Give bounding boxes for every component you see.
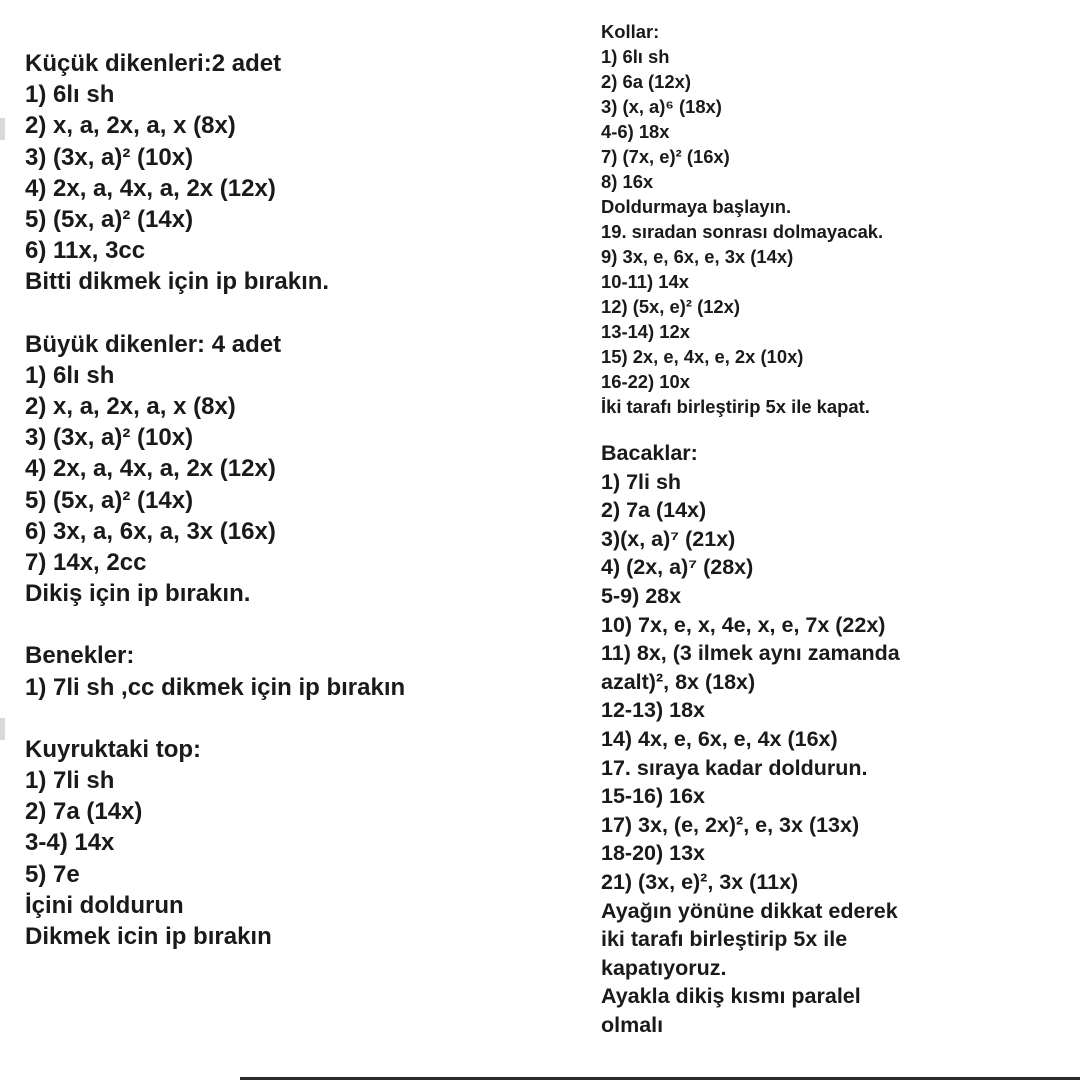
pattern-note: Bitti dikmek için ip bırakın.: [25, 268, 330, 296]
pattern-line: 1) 6lı sh: [25, 361, 115, 389]
pattern-line: 1) 7li sh: [601, 469, 682, 494]
pattern-line: 6) 3x, a, 6x, a, 3x (16x): [25, 517, 276, 545]
edge-marker: [0, 118, 5, 140]
pattern-line: 9) 3x, e, 6x, e, 3x (14x): [601, 246, 794, 267]
section-title: Benekler:: [25, 642, 135, 670]
pattern-line: 5) 7e: [25, 860, 80, 888]
section-title: Büyük dikenler: 4 adet: [25, 330, 282, 358]
section-title: Bacaklar:: [601, 441, 698, 465]
pattern-line: 3-4) 14x: [25, 829, 115, 857]
pattern-note: Dikmek icin ip bırakın: [25, 923, 272, 951]
pattern-note: 19. sıradan sonrası dolmayacak.: [601, 221, 884, 242]
pattern-line: 18-20) 13x: [601, 841, 705, 866]
pattern-line: 10-11) 14x: [601, 271, 689, 292]
pattern-note: kapatıyoruz.: [601, 955, 727, 980]
section-buyuk-dikenler: [25, 329, 565, 610]
pattern-line: azalt)², 8x (18x): [601, 669, 756, 694]
pattern-line: 7) (7x, e)² (16x): [601, 146, 730, 167]
left-column: [25, 48, 565, 952]
pattern-line: 15) 2x, e, 4x, e, 2x (10x): [601, 346, 804, 367]
section-kollar: [601, 19, 1071, 419]
section-bacaklar: [601, 439, 1071, 1039]
pattern-note: İçini doldurun: [25, 891, 184, 919]
pattern-line: 15-16) 16x: [601, 784, 705, 809]
pattern-line: 2) x, a, 2x, a, x (8x): [25, 393, 236, 421]
pattern-line: 2) 7a (14x): [601, 498, 707, 523]
section-benekler: [25, 640, 565, 702]
pattern-line: 2) 6a (12x): [601, 71, 691, 92]
pattern-note: Ayağın yönüne dikkat ederek: [601, 898, 898, 923]
pattern-line: 3) (x, a)⁶ (18x): [601, 96, 722, 117]
section-title: Kollar:: [601, 21, 660, 42]
pattern-note: Dikiş için ip bırakın.: [25, 580, 251, 608]
pattern-line: 6) 11x, 3cc: [25, 237, 146, 265]
pattern-note: olmalı: [601, 1012, 664, 1037]
pattern-note: Doldurmaya başlayın.: [601, 196, 792, 217]
pattern-note: İki tarafı birleştirip 5x ile kapat.: [601, 396, 870, 417]
pattern-line: 13-14) 12x: [601, 321, 690, 342]
pattern-line: 21) (3x, e)², 3x (11x): [601, 869, 799, 894]
pattern-line: 8) 16x: [601, 171, 654, 192]
pattern-line: 5-9) 28x: [601, 583, 682, 608]
pattern-line: 11) 8x, (3 ilmek aynı zamanda: [601, 641, 900, 666]
section-title: Küçük dikenleri:2 adet: [25, 50, 282, 77]
pattern-line: 10) 7x, e, x, 4e, x, e, 7x (22x): [601, 612, 886, 637]
section-kucuk-dikenler: [25, 48, 565, 298]
edge-marker: [0, 718, 5, 740]
pattern-line: 5) (5x, a)² (14x): [25, 486, 194, 514]
pattern-line: 12-13) 18x: [601, 698, 705, 723]
pattern-line: 4) 2x, a, 4x, a, 2x (12x): [25, 174, 276, 202]
pattern-line: 4) (2x, a)⁷ (28x): [601, 555, 754, 580]
section-title: Kuyruktaki top:: [25, 735, 202, 763]
pattern-line: 1) 6lı sh: [601, 46, 670, 67]
pattern-line: 4-6) 18x: [601, 121, 670, 142]
pattern-line: 2) 7a (14x): [25, 798, 143, 826]
pattern-line: 3)(x, a)⁷ (21x): [601, 526, 736, 551]
pattern-note: Ayakla dikiş kısmı paralel: [601, 984, 861, 1009]
pattern-line: 16-22) 10x: [601, 371, 690, 392]
pattern-line: 17) 3x, (e, 2x)², e, 3x (13x): [601, 812, 860, 837]
pattern-line: 5) (5x, a)² (14x): [25, 206, 194, 234]
pattern-line: 1) 7li sh: [25, 767, 115, 795]
pattern-note: 17. sıraya kadar doldurun.: [601, 755, 868, 780]
section-kuyruktaki-top: [25, 734, 565, 952]
pattern-note: iki tarafı birleştirip 5x ile: [601, 927, 848, 952]
pattern-line: 1) 7li sh ,cc dikmek için ip bırakın: [25, 673, 406, 701]
pattern-line: 1) 6lı sh: [25, 81, 115, 109]
right-column: [601, 19, 1071, 1039]
pattern-line: 12) (5x, e)² (12x): [601, 296, 741, 317]
pattern-line: 3) (3x, a)² (10x): [25, 424, 194, 452]
pattern-line: 4) 2x, a, 4x, a, 2x (12x): [25, 455, 276, 483]
pattern-line: 7) 14x, 2cc: [25, 549, 147, 577]
pattern-line: 14) 4x, e, 6x, e, 4x (16x): [601, 726, 838, 751]
pattern-line: 3) (3x, a)² (10x): [25, 143, 194, 171]
pattern-line: 2) x, a, 2x, a, x (8x): [25, 112, 236, 140]
